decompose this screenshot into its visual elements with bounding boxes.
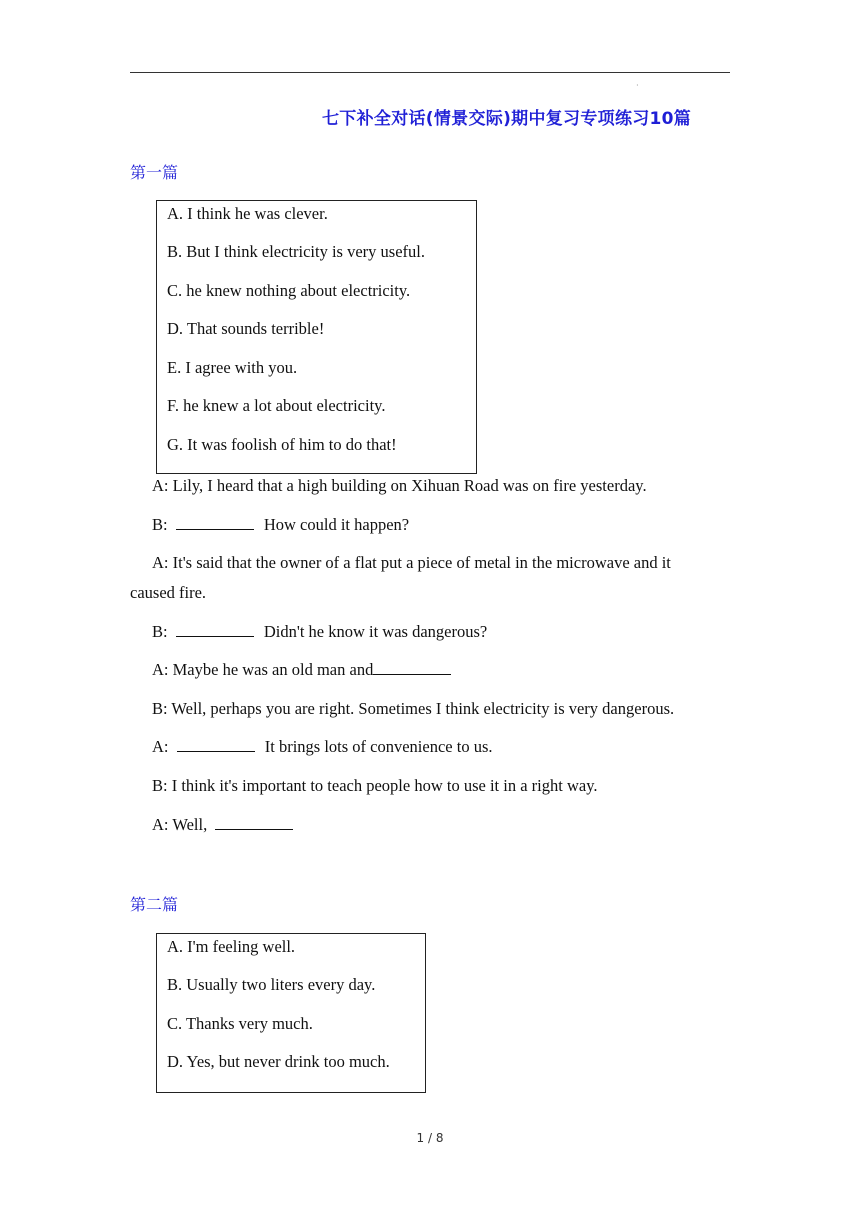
- document-title: 七下补全对话(情景交际)期中复习专项练习10篇: [322, 109, 692, 129]
- dialogue-text: How could it happen?: [263, 515, 410, 534]
- section-1-options-box: [156, 200, 477, 474]
- answer-blank-2[interactable]: [176, 624, 254, 637]
- option-e: E. I agree with you.: [167, 358, 298, 377]
- answer-blank-3[interactable]: [373, 662, 451, 675]
- section-2-title: 第二篇: [130, 895, 179, 914]
- dialogue-text: It brings lots of convenience to us.: [264, 737, 493, 756]
- dialogue-text: Didn't he know it was dangerous?: [263, 622, 488, 641]
- option-c: C. Thanks very much.: [167, 1014, 313, 1033]
- option-a: A. I'm feeling well.: [167, 937, 296, 956]
- answer-blank-4[interactable]: [177, 739, 255, 752]
- section-1-title: 第一篇: [130, 163, 179, 182]
- dialogue-line-7: [152, 737, 493, 757]
- dialogue-text: A: Well,: [152, 815, 208, 834]
- option-b: B. Usually two liters every day.: [167, 975, 376, 994]
- option-c: C. he knew nothing about electricity.: [167, 281, 411, 300]
- answer-blank-5[interactable]: [215, 817, 293, 830]
- dialogue-line-3-continued: caused fire.: [130, 583, 207, 602]
- option-a: A. I think he was clever.: [167, 204, 328, 223]
- dialogue-line-4: [152, 622, 487, 642]
- dialogue-line-3: A: It's said that the owner of a flat put a piece of metal in the microwave and it: [152, 553, 671, 572]
- answer-blank-1[interactable]: [176, 517, 254, 530]
- speaker-label: B:: [152, 515, 168, 534]
- option-g: G. It was foolish of him to do that!: [167, 435, 397, 454]
- option-d: D. Yes, but never drink too much.: [167, 1052, 390, 1071]
- section-2-options-box: [156, 933, 426, 1093]
- speaker-label: B:: [152, 622, 168, 641]
- speaker-label: A:: [152, 737, 169, 756]
- dialogue-line-1: A: Lily, I heard that a high building on Xihuan Road was on fire yesterday.: [152, 476, 647, 495]
- dialogue-text: A: Maybe he was an old man and: [152, 660, 374, 679]
- option-d: D. That sounds terrible!: [167, 319, 325, 338]
- dialogue-line-2: [152, 515, 409, 535]
- dialogue-line-6: B: Well, perhaps you are right. Sometimes I think electricity is very dangerous.: [152, 699, 675, 718]
- page-number: 1 / 8: [416, 1131, 444, 1145]
- option-f: F. he knew a lot about electricity.: [167, 396, 386, 415]
- dialogue-line-5: [152, 660, 457, 680]
- dialogue-line-8: B: I think it's important to teach people how to use it in a right way.: [152, 776, 598, 795]
- header-rule: [130, 72, 730, 73]
- option-b: B. But I think electricity is very useful.: [167, 242, 425, 261]
- header-dot: ·: [636, 81, 639, 90]
- dialogue-line-9: [152, 815, 299, 835]
